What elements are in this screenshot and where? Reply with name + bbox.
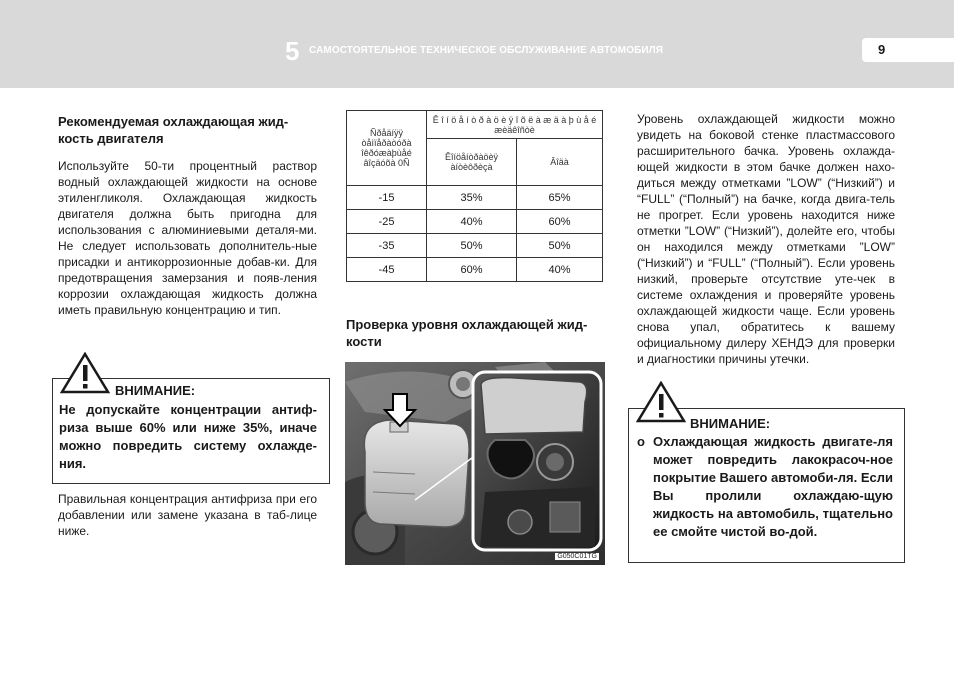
- table-row: [347, 186, 603, 210]
- table-cell: 35%: [427, 186, 517, 210]
- antifreeze-table: [346, 110, 603, 282]
- table-cell: 40%: [427, 210, 517, 234]
- concentration-paragraph: Правильная концентрация антифриза при его добавлении или замене указана в таб-лице ниже.: [58, 492, 317, 538]
- chapter-number: 5: [285, 36, 300, 66]
- page-number-tab: [862, 38, 954, 62]
- page-number: 9: [878, 42, 886, 57]
- warning-bullet: o: [637, 434, 645, 449]
- table-cell: -15: [347, 186, 427, 210]
- table-cell: 60%: [427, 258, 517, 282]
- page-header: [0, 0, 954, 88]
- warning-text-right: Охлаждающая жидкость двигате-ля может повредить лакокрасоч-ное покрытие Вашего автомоби-ля. Если Вы пролили охлаждаю-щую жидкость на автомобиль, тщательно ее смойте чистой во-дой.: [653, 434, 893, 539]
- table-header-antifreeze: Êîíöåíòðàöèÿ àíòèôðèçà: [427, 139, 517, 186]
- warning-title-left: ВНИМАНИЕ:: [115, 383, 196, 398]
- level-paragraph: Уровень охлаждающей жидкости можно увидеть на боковой стенке пластмассового расширительного бачка. Уровень охлажда-ющей жидкости в этом бачке должен нахо-диться между отметками ”LOW” (“Низкий”) и “FULL” (“Полный”) на бачке, когда двига-тель не прогрет. Если уровень находится ниже отметки ”LOW” (“Низкий”), долейте его, чтобы он находился между отметками ”LOW” (“Низкий”) и “FULL” (“Полный”). Если уровень низкий, проверьте отсутствие уте-чек в системе охлаждения и проверяйте уровень охлаждающей жидкости чаще. Если уровень снова упал, обратитесь к вашему официальному дилеру ХЕНДЭ для проверки и диагностики причины утечки.: [637, 112, 895, 366]
- table-header-water: Âîäà: [517, 139, 603, 186]
- table-row: [347, 210, 603, 234]
- coolant-heading: Рекомендуемая охлаждающая жид- кость двигателя: [58, 114, 289, 146]
- photo-code: G050C01TG: [557, 553, 597, 560]
- table-row: [347, 258, 603, 282]
- table-cell: -45: [347, 258, 427, 282]
- table-cell: 40%: [517, 258, 603, 282]
- table-cell: 50%: [427, 234, 517, 258]
- engine-coolant-photo: [345, 362, 605, 565]
- table-cell: 65%: [517, 186, 603, 210]
- table-header-concentration: Ê î í ö å í ò ð à ö è ÿ î õ ë à æ ä à þ ù å é æèäêîñòè: [427, 111, 603, 139]
- level-check-heading: Проверка уровня охлаждающей жид- кости: [346, 317, 588, 349]
- warning-triangle-icon: [60, 352, 110, 394]
- table-header-temperature: Ñðåäíÿÿ òåìïåðàòóðà îêðóæàþùåé âîçäóõà 0Ñ: [347, 111, 427, 186]
- table-row: [347, 234, 603, 258]
- table-cell: 50%: [517, 234, 603, 258]
- table-cell: -35: [347, 234, 427, 258]
- chapter-title: САМОСТОЯТЕЛЬНОЕ ТЕХНИЧЕСКОЕ ОБСЛУЖИВАНИЕ АВТОМОБИЛЯ: [309, 45, 664, 56]
- engine-bay-illustration: [345, 362, 605, 565]
- warning-triangle-icon: [636, 381, 686, 423]
- table-cell: 60%: [517, 210, 603, 234]
- warning-text-left: Не допускайте концентрации антиф-риза выше 60% или ниже 35%, иначе можно повредить систему охлажде-ния.: [59, 402, 317, 471]
- warning-title-right: ВНИМАНИЕ:: [690, 416, 771, 431]
- coolant-paragraph: Используйте 50-ти процентный раствор водный охлаждающей жидкости на основе этиленгликоля. Охлаждающая жидкость двигателя должна быть пригодна для использования с алюминиевыми деталя-ми. Не следует использовать дополнитель-ные присадки и антикоррозионные добав-ки. Для предотвращения замерзания и появ-ления коррозии охлаждающая жидкость должна иметь правильную концентрацию и тип.: [58, 159, 317, 317]
- table-cell: -25: [347, 210, 427, 234]
